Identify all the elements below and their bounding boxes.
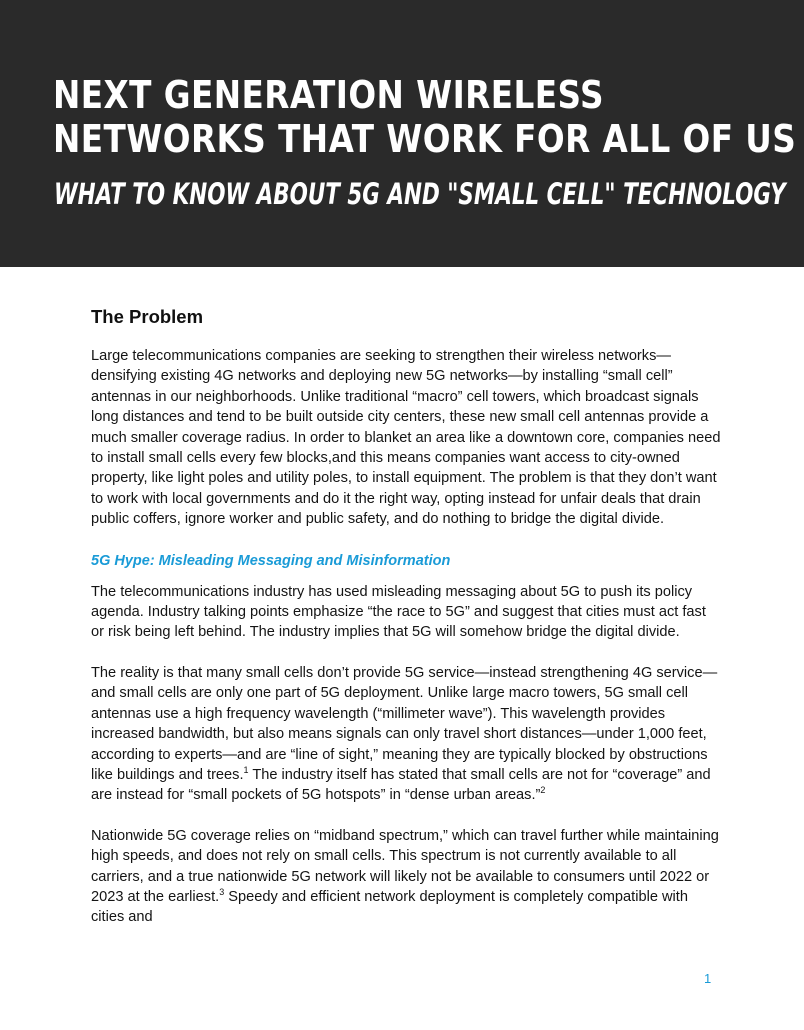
problem-paragraph: Large telecommunications companies are seeking to strengthen their wireless networks—densifying existing 4G networks and deploying new 5G networks—by installing “small cell” antennas in our neighborhoods. Unlike traditional “macro” cell towers, which broadcast signals long distances and tend to be built outside city centers, these new small cell antennas provide a much smaller coverage radius. In order to blanket an area like a downtown core, companies need to install small cells every few blocks,and this means companies want access to city-owned property, like light poles and utility poles, to install equipment. The problem is that they don’t want to work with local governments and do it the right way, opting instead for unfair deals that drain public coffers, ignore worker and public safety, and do nothing to bridge the digital divide. (91, 348, 721, 528)
section-heading-5g-hype: 5G Hype: Misleading Messaging and Misinformation (91, 552, 451, 569)
hype-paragraph-2 (91, 663, 721, 806)
document-body (91, 304, 721, 948)
hype-paragraph-2-text-a: The reality is that many small cells don’t provide 5G service—instead strengthening 4G service—and small cells are only one part of 5G deployment. Unlike large macro towers, 5G small cell antennas use a high frequency wavelength (“millimeter wave”). This wavelength provides increased bandwidth, but also means signals can only travel short distances—under 1,000 feet, according to experts—and are “line of sight,” meaning they are typically blocked by obstructions like buildings and trees. (91, 664, 718, 783)
hype-paragraph-3-text-a: Nationwide 5G coverage relies on “midband spectrum,” which can travel further while maintaining high speeds, and does not rely on small cells. This spectrum is not currently available to all carriers, and a true nationwide 5G network will likely not be available to consumers until 2022 or 2023 at the earliest. (91, 827, 719, 905)
hype-paragraph-1: The telecommunications industry has used misleading messaging about 5G to push its policy agenda. Industry talking points emphasize “the race to 5G” and suggest that cities must act fast or risk being left behind. The industry implies that 5G will somehow bridge the digital divide. (91, 583, 706, 641)
document-title (53, 73, 796, 161)
footnote-ref-1: 1 (243, 765, 249, 776)
hype-paragraph-3 (91, 826, 721, 928)
title-line-1: NEXT GENERATION WIRELESS (53, 73, 605, 117)
page-number: 1 (704, 971, 712, 986)
document-subtitle: WHAT TO KNOW ABOUT 5G AND "SMALL CELL" TECHNOLOGY (54, 177, 786, 211)
hype-paragraph-3-text-b: Speedy and efficient network deployment is completely compatible with cities and (91, 888, 688, 926)
header-banner (0, 0, 804, 267)
footnote-ref-2: 2 (540, 785, 546, 796)
footnote-ref-3: 3 (219, 887, 225, 898)
section-heading-problem: The Problem (91, 306, 204, 327)
title-line-2: NETWORKS THAT WORK FOR ALL OF US (53, 117, 797, 161)
hype-paragraph-2-text-b: The industry itself has stated that small cells are not for “coverage” and are instead for “small pockets of 5G hotspots” in “dense urban areas.” (91, 766, 711, 804)
